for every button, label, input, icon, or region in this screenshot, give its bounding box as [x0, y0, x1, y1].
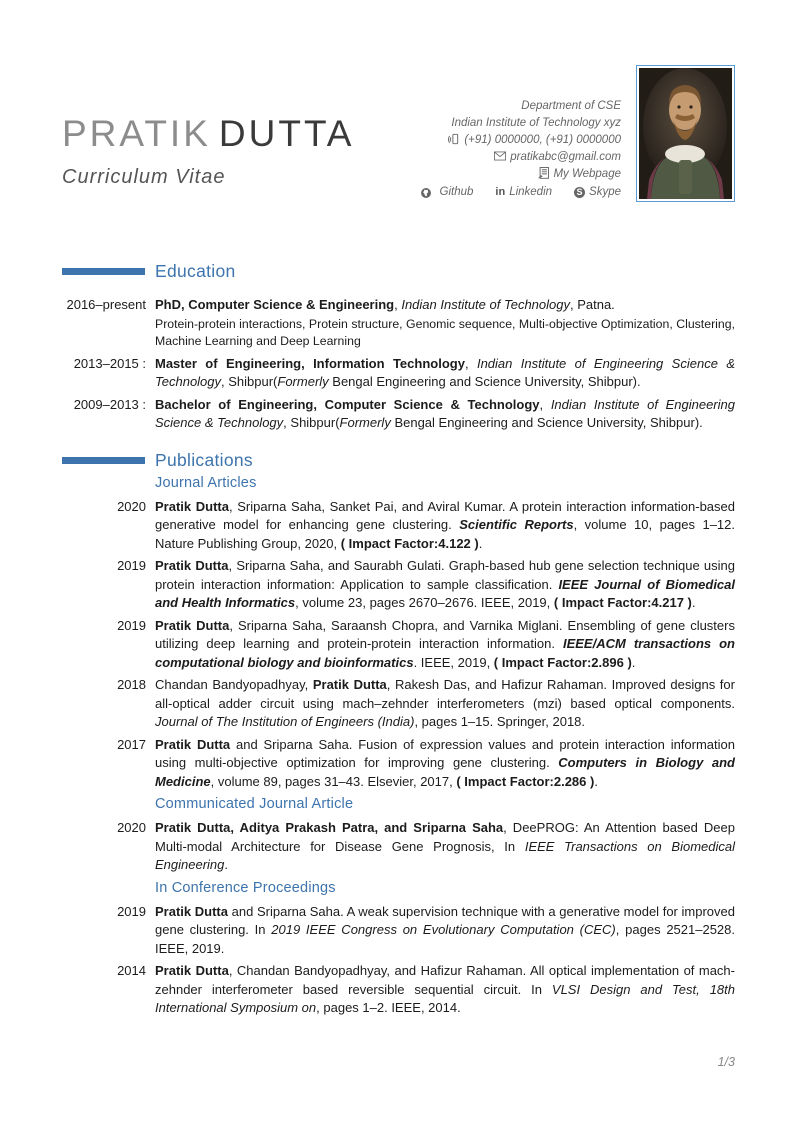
entry-text: PhD, Computer Science & Engineering, Indian Institute of Technology, Patna. Protein-protein interactions, Protein structure, Genomic sequence, Multi-objective Optimization, Clustering, Machine Learning and Deep Learning — [155, 296, 735, 351]
cv-entry — [62, 676, 735, 732]
section-education — [62, 260, 735, 433]
entry-note: Protein-protein interactions, Protein structure, Genomic sequence, Multi-objective Optimization, Clustering, Machine Learning and Deep Learning — [155, 316, 735, 348]
github-icon — [420, 187, 432, 199]
communicated-entries — [62, 819, 735, 875]
publications-title: Publications — [155, 450, 253, 470]
cv-entry — [62, 396, 735, 433]
cv-entry — [62, 498, 735, 554]
section-rule — [62, 457, 145, 464]
social-links — [420, 184, 621, 201]
name-block — [62, 65, 420, 189]
entry-text: Master of Engineering, Information Technology, Indian Institute of Engineering Science & Technology, Shibpur(Formerly Bengal Engineering and Science University, Shibpur). — [155, 355, 735, 389]
entry-date: 2013–2015 : — [73, 355, 146, 371]
entry-date: 2020 — [117, 820, 146, 835]
journal-article-entries — [62, 498, 735, 792]
entry-date: 2009–2013 : — [73, 396, 146, 412]
linkedin-label: Linkedin — [509, 186, 553, 198]
email-address: pratikabc@gmail.com — [510, 151, 621, 163]
cv-entry — [62, 355, 735, 392]
entry-date: 2019 — [117, 617, 146, 633]
contact-info — [420, 65, 621, 201]
skype-label: Skype — [589, 186, 621, 198]
entry-date: 2019 — [117, 903, 146, 919]
email-icon — [494, 150, 506, 162]
skype-link[interactable] — [574, 184, 621, 201]
webpage-icon — [537, 167, 549, 179]
last-name: DUTTA — [218, 113, 355, 154]
institute-line: Indian Institute of Technology xyz — [451, 117, 621, 129]
entry-text: Pratik Dutta, Sriparna Saha, Saraansh Chopra, and Varnika Miglani. Ensembling of gene clusters utilizing deep learning and protein-protein interaction information. IEEE/ACM transactions on computational biology and bioinformatics. IEEE, 2019, ( Impact Factor:2.896 ). — [155, 617, 735, 670]
skype-icon: S — [574, 187, 585, 198]
education-header — [62, 260, 735, 282]
github-label: Github — [439, 186, 474, 198]
webpage-label: My Webpage — [553, 168, 621, 180]
header — [62, 0, 735, 202]
phone-line — [420, 132, 621, 149]
cv-entry — [62, 962, 735, 1018]
entry-text: Pratik Dutta, Sriparna Saha, and Saurabh Gulati. Graph-based hub gene selection technique using protein interaction information: Application to sample classification. IEEE Journal of Biomedical and Health Informatics, volume 23, pages 2670–2676. IEEE, 2019, ( Impact Factor:4.217 ). — [155, 558, 735, 610]
entry-text: Pratik Dutta, Sriparna Saha, Sanket Pai, and Aviral Kumar. A protein interaction information-based generative model for enhancing gene clustering. Scientific Reports, volume 10, pages 1–12. Nature Publishing Group, 2020, ( Impact Factor:4.122 ). — [155, 498, 735, 551]
publications-header — [62, 450, 735, 472]
education-entries — [62, 296, 735, 433]
department-line: Department of CSE — [521, 100, 621, 112]
entry-date: 2018 — [117, 677, 146, 692]
linkedin-link[interactable] — [495, 184, 552, 201]
entry-date: 2016–present — [66, 297, 146, 312]
entry-text: Pratik Dutta, Chandan Bandyopadhyay, and Hafizur Rahaman. All optical implementation of mach-zehnder interferometer based reversible sequential circuit. In VLSI Design and Test, 18th International Symposium on, pages 1–2. IEEE, 2014. — [155, 963, 735, 1015]
webpage-link[interactable] — [420, 166, 621, 183]
email-link[interactable] — [420, 149, 621, 166]
phone-numbers: (+91) 0000000, (+91) 0000000 — [464, 134, 621, 146]
conference-entries — [62, 903, 735, 1018]
portrait-illustration — [639, 68, 732, 199]
cv-entry — [62, 617, 735, 673]
entry-text: Chandan Bandyopadhyay, Pratik Dutta, Rakesh Das, and Hafizur Rahaman. Improved designs for all-optical adder circuit using mach–zehnder interferometers (mzi) based optical components. Journal of The Institution of Engineers (India), pages 1–15. Springer, 2018. — [155, 677, 735, 729]
linkedin-icon: in — [495, 186, 506, 198]
subsection-conference: In Conference Proceedings — [155, 879, 336, 896]
entry-text: Bachelor of Engineering, Computer Science & Technology, Indian Institute of Engineering Science & Technology, Shibpur(Formerly Bengal Engineering and Science University, Shibpur). — [155, 396, 735, 430]
cv-subtitle: Curriculum Vitae — [62, 166, 226, 188]
cv-entry — [62, 736, 735, 792]
github-link[interactable] — [420, 184, 474, 201]
profile-photo — [636, 65, 735, 202]
entry-text: Pratik Dutta, Aditya Prakash Patra, and Sriparna Saha, DeePROG: An Attention based Deep Multi-modal Architecture for Disease Gene Prognosis, In IEEE Transactions on Biomedical Engineering. — [155, 820, 736, 872]
cv-entry — [62, 819, 735, 875]
cv-entry — [62, 903, 735, 959]
subsection-communicated: Communicated Journal Article — [155, 796, 354, 812]
education-title: Education — [155, 260, 236, 281]
entry-date: 2020 — [117, 498, 146, 514]
entry-date: 2019 — [117, 558, 146, 573]
entry-date: 2014 — [117, 963, 146, 978]
entry-text: Pratik Dutta and Sriparna Saha. Fusion of expression values and protein interaction information using multi-objective optimization for improving gene clustering. Computers in Biology and Medicine, volume 89, pages 31–43. Elsevier, 2017, ( Impact Factor:2.286 ). — [155, 736, 735, 789]
section-publications — [62, 450, 735, 1018]
section-rule — [62, 268, 145, 275]
page-title — [62, 112, 420, 156]
phone-icon — [448, 133, 460, 145]
page-number: 1/3 — [717, 1055, 735, 1069]
cv-entry — [62, 296, 735, 351]
first-name: PRATIK — [62, 113, 211, 154]
entry-date: 2017 — [117, 736, 146, 752]
cv-entry — [62, 557, 735, 613]
entry-text: Pratik Dutta and Sriparna Saha. A weak supervision technique with a generative model for improved gene clustering. In 2019 IEEE Congress on Evolutionary Computation (CEC), pages 2521–2528. IEEE, 2019. — [155, 903, 735, 956]
subsection-journal-articles: Journal Articles — [155, 474, 257, 491]
